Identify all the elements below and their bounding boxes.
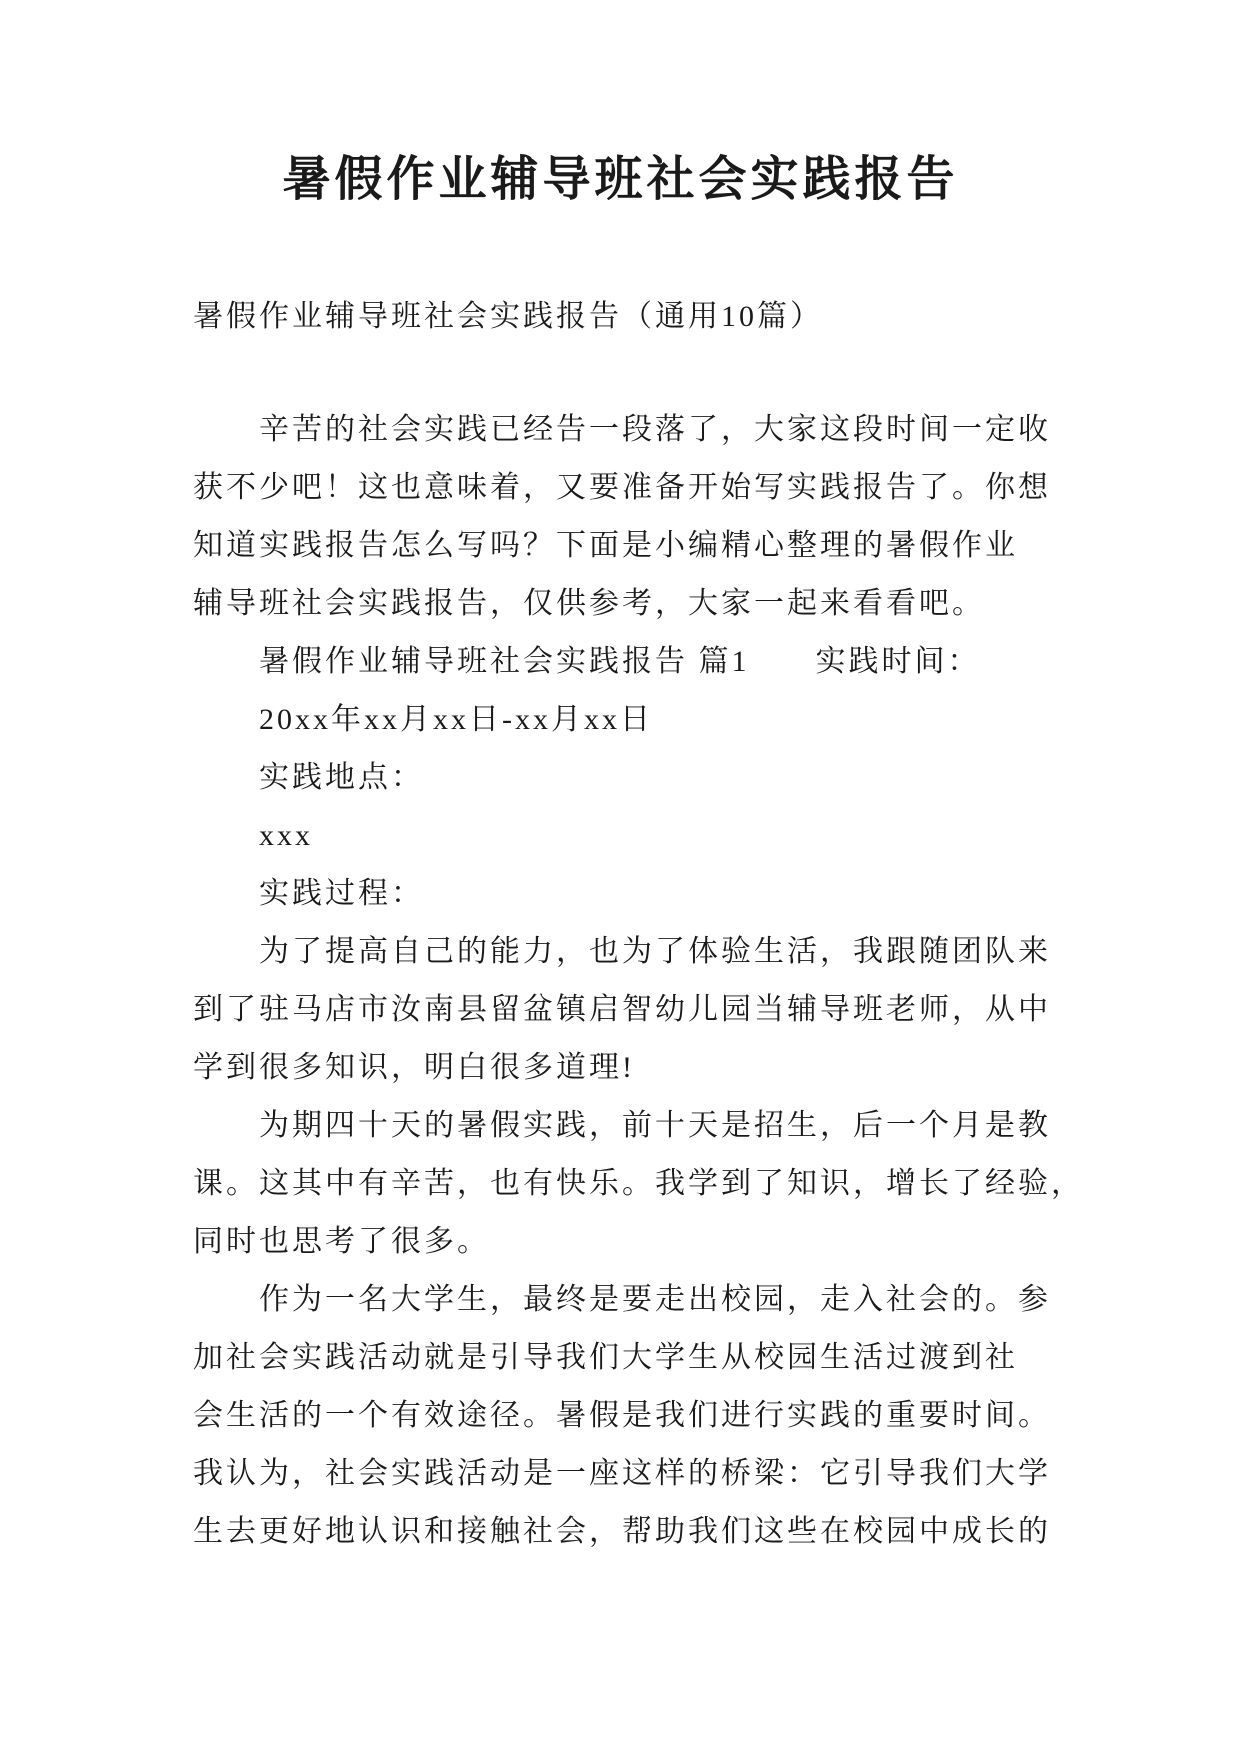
paragraph-practice-location-label — [193, 749, 1133, 807]
practice-location-label: 实践地点： — [259, 761, 424, 794]
paragraph-practice-date — [193, 691, 1133, 749]
body-text-line: 课。这其中有辛苦，也有快乐。我学到了知识，增长了经验， — [193, 1167, 1084, 1200]
body-text-line: 作为一名大学生，最终是要走出校园，走入社会的。参 — [259, 1283, 1051, 1316]
paragraph-process-2 — [193, 1097, 1133, 1271]
practice-location-value: xxx — [259, 819, 313, 852]
paragraph-intro — [193, 401, 1133, 633]
body-text-line: 到了驻马店市汝南县留盆镇启智幼儿园当辅导班老师，从中 — [193, 993, 1051, 1026]
paragraph-process-3 — [193, 1271, 1133, 1561]
document-title: 暑假作业辅导班社会实践报告 — [282, 153, 959, 206]
paragraph-practice-location — [193, 807, 1133, 865]
body-text-line: 知道实践报告怎么写吗？下面是小编精心整理的暑假作业 — [193, 529, 1018, 562]
body-text-line: 同时也思考了很多。 — [193, 1225, 490, 1258]
body-text-line: 为期四十天的暑假实践，前十天是招生，后一个月是教 — [259, 1109, 1051, 1142]
section-heading-line: 暑假作业辅导班社会实践报告 篇1 实践时间： — [259, 645, 981, 678]
body-text-line: 辅导班社会实践报告，仅供参考，大家一起来看看吧。 — [193, 587, 985, 620]
practice-date-line: 20xx年xx月xx日-xx月xx日 — [259, 703, 653, 736]
body-text-line: 辛苦的社会实践已经告一段落了，大家这段时间一定收 — [259, 413, 1051, 446]
body-text-line: 加社会实践活动就是引导我们大学生从校园生活过渡到社 — [193, 1341, 1018, 1374]
body-text-line: 学到很多知识，明白很多道理! — [193, 1051, 635, 1084]
document-subtitle: 暑假作业辅导班社会实践报告（通用10篇） — [193, 300, 823, 333]
body-text-line: 获不少吧！这也意味着，又要准备开始写实践报告了。你想 — [193, 471, 1051, 504]
body-text-line: 生去更好地认识和接触社会，帮助我们这些在校园中成长的 — [193, 1515, 1051, 1548]
paragraph-process-1 — [193, 923, 1133, 1097]
body-text-line: 为了提高自己的能力，也为了体验生活，我跟随团队来 — [259, 935, 1051, 968]
paragraph-practice-process-label — [193, 865, 1133, 923]
practice-process-label: 实践过程： — [259, 877, 424, 910]
document-body — [193, 401, 1133, 1561]
paragraph-section-heading — [193, 633, 1133, 691]
body-text-line: 我认为，社会实践活动是一座这样的桥梁：它引导我们大学 — [193, 1457, 1051, 1490]
body-text-line: 会生活的一个有效途径。暑假是我们进行实践的重要时间。 — [193, 1399, 1051, 1432]
